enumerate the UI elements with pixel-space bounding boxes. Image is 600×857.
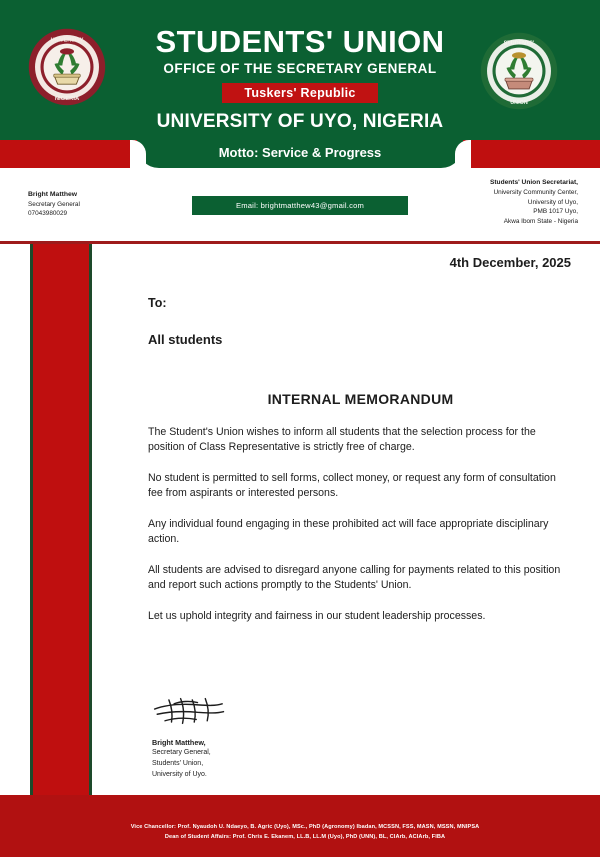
tuskers-badge-wrap xyxy=(110,83,490,103)
svg-text:STUDENTS': STUDENTS' xyxy=(503,40,535,47)
address-line-4: PMB 1017 Uyo, xyxy=(533,208,578,216)
signatory-org: Students' Union, xyxy=(152,760,204,767)
office-subtitle: OFFICE OF THE SECRETARY GENERAL xyxy=(163,60,437,76)
footer-officials xyxy=(30,823,580,842)
memo-paragraph-1: The Student's Union wishes to inform all students that the selection process for the position of Class Representative is strictly free of charge. xyxy=(148,426,536,454)
university-of-uyo-seal-icon xyxy=(28,28,106,106)
footer-line-dean: Dean of Student Affairs: Prof. Chris E. Ekanem, LL.B, LL.M (Uyo), PhD (UNN), BL, CIArb, ACIArb, FIBA xyxy=(164,833,446,840)
memo-title: INTERNAL MEMORANDUM xyxy=(267,391,454,407)
header-title-group xyxy=(110,26,490,133)
sender-details xyxy=(28,190,80,218)
to-label: To: xyxy=(148,296,167,310)
memo-paragraph-3: Any individual found engaging in these prohibited act will face appropriate disciplinary action. xyxy=(148,518,549,546)
signatory-institution: University of Uyo. xyxy=(152,770,207,778)
sender-title: Secretary General xyxy=(28,200,80,208)
memo-paragraph-4: All students are advised to disregard anyone calling for payments related to this position and report such actions promptly to the Students' Union. xyxy=(148,564,561,592)
address-line-5: Akwa Ibom State - Nigeria xyxy=(503,217,578,225)
memo-paragraph-2: No student is permitted to sell forms, collect money, or request any form of consultation fee from aspirants or interested persons. xyxy=(148,472,556,500)
tuskers-republic-badge: Tuskers' Republic xyxy=(222,83,377,103)
memo-paragraph-5: Let us uphold integrity and fairness in our student leadership processes. xyxy=(148,610,486,623)
sender-name: Bright Matthew xyxy=(28,191,78,198)
signature-details xyxy=(152,737,412,781)
letterhead-footer xyxy=(0,795,600,857)
secretariat-address xyxy=(490,178,578,226)
address-line-1: Students' Union Secretariat, xyxy=(489,179,578,186)
svg-text:UNIVERSITY: UNIVERSITY xyxy=(50,37,84,44)
svg-text:UNION: UNION xyxy=(510,99,528,106)
recipient: All students xyxy=(148,332,223,347)
sender-phone: 07043980029 xyxy=(28,210,68,218)
university-name: UNIVERSITY OF UYO, NIGERIA xyxy=(156,110,444,132)
signatory-title: Secretary General, xyxy=(152,749,211,757)
letter-body xyxy=(148,255,573,640)
address-line-3: University of Uyo, xyxy=(527,198,578,206)
organization-title: STUDENTS' UNION xyxy=(155,24,445,59)
signature-area xyxy=(152,694,412,781)
letter-date: 4th December, 2025 xyxy=(449,255,571,270)
left-decorative-bar xyxy=(30,244,92,800)
address-line-2: University Community Center, xyxy=(493,188,578,196)
header-red-bar-right xyxy=(463,140,600,168)
handwritten-signature-icon xyxy=(152,694,230,728)
students-union-seal-icon xyxy=(480,32,558,110)
email-badge[interactable]: Email: brightmatthew43@gmail.com xyxy=(192,196,408,215)
motto-text: Motto: Service & Progress xyxy=(218,145,382,160)
footer-line-vice-chancellor: Vice Chancellor: Prof. Nyaudoh U. Ndaeyo, B. Agric (Uyo), MSc., PhD (Agronomy) Ibadan, MCSSN, FSS, MASN, MSSN, MNIPSA xyxy=(130,824,480,830)
header-red-bar-left xyxy=(0,140,137,168)
signatory-name: Bright Matthew, xyxy=(152,738,206,747)
contact-strip xyxy=(0,168,600,230)
svg-text:NIGERIA: NIGERIA xyxy=(54,95,80,102)
